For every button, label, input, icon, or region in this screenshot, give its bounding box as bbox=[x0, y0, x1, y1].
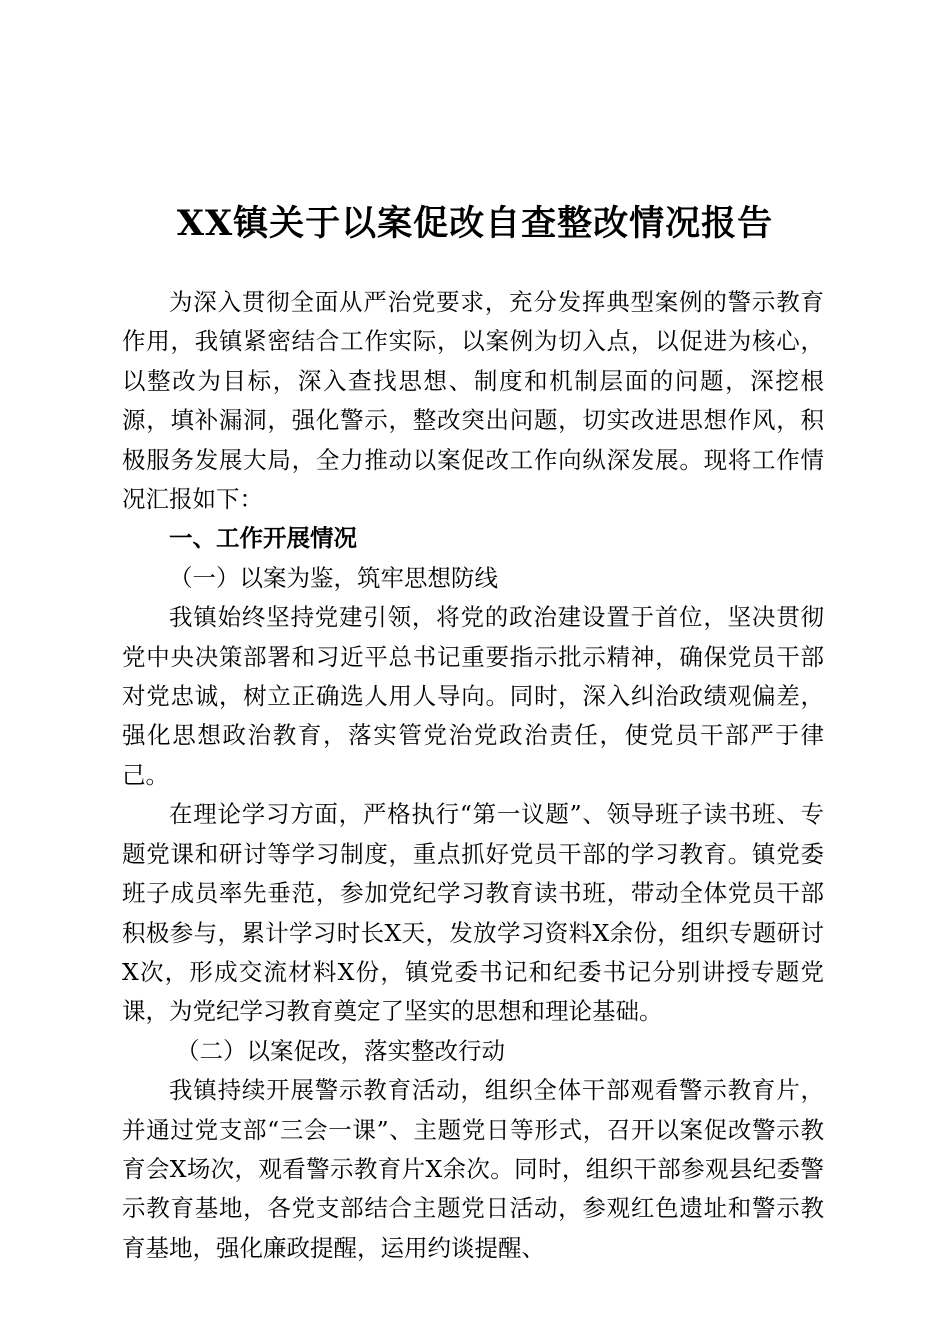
subsection-1-paragraph-2: 在理论学习方面，严格执行“第一议题”、领导班子读书班、专题党课和研讨等学习制度，重点抓好党员干部的学习教育。镇党委班子成员率先垂范，参加党纪学习教育读书班，带动全体党员干部积极参与，累计学习时长X天，发放学习资料X余份，组织专题研讨X次，形成交流材料X份，镇党委书记和纪委书记分别讲授专题党课，为党纪学习教育奠定了坚实的思想和理论基础。 bbox=[122, 800, 824, 1026]
subsection-2-paragraph-1: 我镇持续开展警示教育活动，组织全体干部观看警示教育片，并通过党支部“三会一课”、主题党日等形式，召开以案促改警示教育会X场次，观看警示教育片X余次。同时，组织干部参观县纪委警示教育基地，各党支部结合主题党日活动，参观红色遗址和警示教育基地，强化廉政提醒，运用约谈提醒、 bbox=[122, 1076, 824, 1262]
document-title: XX镇关于以案促改自查整改情况报告 bbox=[176, 203, 774, 244]
subsection-heading-1: （一）以案为鉴，筑牢思想防线 bbox=[169, 563, 498, 592]
intro-paragraph: 为深入贯彻全面从严治党要求，充分发挥典型案例的警示教育作用，我镇紧密结合工作实际，以案例为切入点，以促进为核心，以整改为目标，深入查找思想、制度和机制层面的问题，深挖根源，填补漏洞，强化警示，整改突出问题，切实改进思想作风，积极服务发展大局，全力推动以案促改工作向纵深发展。现将工作情况汇报如下： bbox=[122, 288, 824, 514]
document-body bbox=[122, 283, 824, 1268]
section-heading-work-status: 一、工作开展情况 bbox=[169, 524, 357, 553]
subsection-1-paragraph-1: 我镇始终坚持党建引领，将党的政治建设置于首位，坚决贯彻党中央决策部署和习近平总书记重要指示批示精神，确保党员干部对党忠诚，树立正确选人用人导向。同时，深入纠治政绩观偏差，强化思想政治教育，落实管党治党政治责任，使党员干部严于律己。 bbox=[122, 603, 824, 789]
subsection-heading-2: （二）以案促改，落实整改行动 bbox=[176, 1036, 506, 1065]
